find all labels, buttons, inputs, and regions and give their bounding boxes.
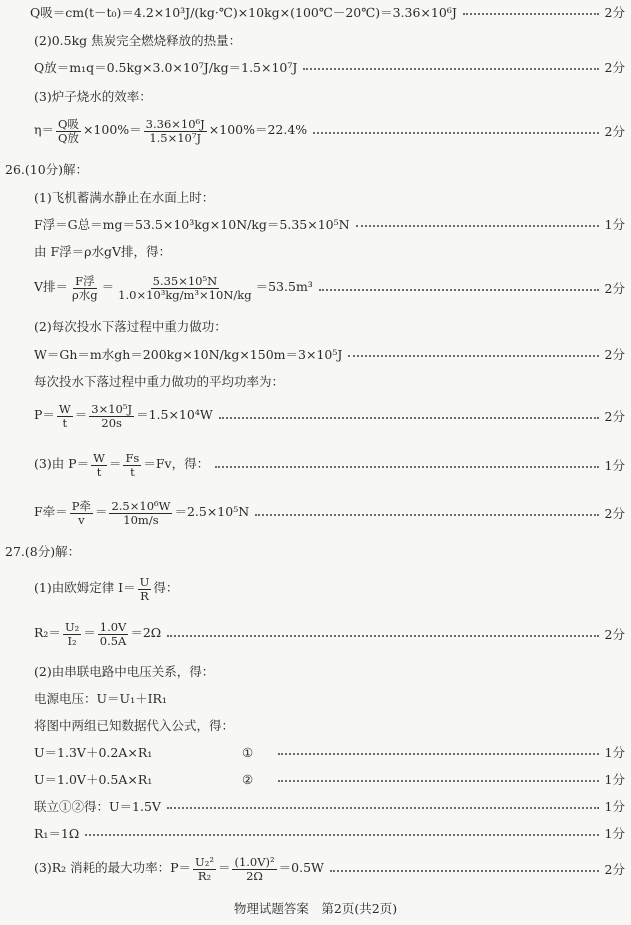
score-label: 2分 (604, 5, 625, 20)
fraction: $\frac{1.0V}{0.5A}$ (99, 620, 127, 648)
q27-equation-1: U＝1.3V＋0.2A×R₁ ① 1分 (0, 742, 631, 762)
fraction: $\frac{\text{U₂}}{\text{I₂}}$ (64, 620, 80, 648)
score-label: 1分 (604, 772, 625, 787)
q25-heat-released-line (0, 57, 631, 77)
q27-equation-2: U＝1.0V＋0.5A×R₁ ② 1分 (0, 769, 631, 789)
fraction: $\frac{U}{R}$ (139, 575, 150, 603)
q27-ohm-law: (1)由欧姆定律 I＝ $\frac{U}{R}$ 得： (34, 575, 179, 603)
q27-r2-formula: R₂＝ $\frac{\text{U₂}}{\text{I₂}}$ ＝ $\frac{1.0V}{0.5A}$ ＝2Ω (34, 620, 162, 648)
q26-archimedes-line: 由 F浮＝ρ水gV排，得： (34, 244, 172, 259)
fraction: $\frac{\text{2.5×10⁶W}}{10m/s}$ (111, 499, 171, 527)
fraction: $\frac{\text{(1.0V)²}}{2\Omega}$ (234, 855, 275, 883)
leader-dots (356, 225, 599, 227)
q25-part2-label: (2)0.5kg 焦炭完全燃烧释放的热量： (34, 33, 242, 48)
leader-dots (167, 635, 598, 637)
leader-dots (463, 13, 599, 15)
q26-buoyancy-formula: F浮＝G总＝mg＝53.5×10³kg×10N/kg＝5.35×10⁵N (34, 217, 350, 232)
leader-dots (255, 514, 598, 516)
q27-r2-line (0, 614, 631, 654)
q25-heat-absorbed-line (0, 2, 631, 22)
equation-mark: ② (242, 771, 254, 787)
q25-efficiency-line (0, 112, 631, 150)
q27-substitute-line: 将图中两组已知数据代入公式，得： (34, 718, 235, 733)
fraction: $\frac{W}{t}$ (93, 451, 105, 479)
q26-force-formula: F牵＝ $\frac{\text{P牵}}{v}$ ＝ $\frac{\text{2.5×10⁶W}}{10m/s}$ ＝2.5×10⁵N (34, 499, 250, 527)
fraction: $\frac{W}{t}$ (58, 402, 71, 430)
q26-volume-line (0, 268, 631, 308)
q26-header: 26.(10分)解： (5, 162, 89, 177)
score-label: 1分 (604, 217, 625, 232)
q26-part2-label: (2)每次投水下落过程中重力做功： (34, 319, 227, 334)
leader-dots (278, 780, 599, 782)
q26-power-formula: P＝ $\frac{W}{t}$ ＝ $\frac{\text{3×10⁵J}}{20s}$ ＝1.5×10⁴W (34, 402, 213, 430)
q26-work-line (0, 344, 631, 364)
score-label: 2分 (604, 60, 625, 75)
q26-buoyancy-line (0, 214, 631, 234)
leader-dots (330, 870, 599, 872)
q27-max-power-formula: (3)R₂ 消耗的最大功率：P＝ $\frac{\text{U₂²}}{\text{R₂}}$ ＝ $\frac{\text{(1.0V)²}}{2\Omega}$ ＝0.5W (34, 855, 324, 883)
score-label: 2分 (604, 281, 625, 296)
score-label: 1分 (604, 745, 625, 760)
q27-solve-line: 联立①②得：U＝1.5V 1分 (0, 796, 631, 816)
q25-part3-label: (3)炉子烧水的效率： (34, 89, 152, 104)
q26-work-formula: W＝Gh＝m水gh＝200kg×10N/kg×150m＝3×10⁵J (34, 347, 343, 362)
q26-volume-formula: V排＝ $\frac{\text{F浮}}{\text{ρ水g}}$ ＝ $\frac{\text{5.35×10⁵N}}{\text{1.0×10³kg/m³×10N/kg}}$ ＝53.5m³ (34, 274, 313, 302)
leader-dots (303, 68, 598, 70)
fraction: $\frac{\text{3×10⁵J}}{20s}$ (91, 402, 133, 430)
q27-r1-line: R₁＝1Ω 1分 (0, 823, 631, 843)
score-label: 2分 (604, 627, 625, 642)
q26-power-intro: 每次投水下落过程中重力做功的平均功率为： (34, 374, 285, 389)
q25-efficiency-formula: η＝ $\frac{\text{Q吸}}{\text{Q放}}$ ×100%＝ $\frac{\text{3.36×10⁶J}}{\text{1.5×10⁷J}}$ ×100%＝22.4% (34, 117, 308, 145)
score-label: 2分 (604, 862, 625, 877)
leader-dots (167, 807, 599, 809)
q26-part3-line (0, 445, 631, 485)
score-label: 2分 (604, 506, 625, 521)
q27-ohm-law-line (0, 569, 631, 609)
leader-dots (313, 132, 598, 134)
q26-part1-label: (1)飞机蓄满水静止在水面上时： (34, 190, 215, 205)
leader-dots (85, 834, 598, 836)
fraction: $\frac{\text{5.35×10⁵N}}{\text{1.0×10³kg/m³×10N/kg}}$ (118, 274, 252, 302)
score-label: 1分 (604, 826, 625, 841)
q26-power-relation: (3)由 P＝ $\frac{W}{t}$ ＝ $\frac{Fs}{t}$ ＝Fv，得： (34, 451, 210, 479)
q27-part2-label: (2)由串联电路中电压关系，得： (34, 664, 215, 679)
leader-dots (215, 466, 598, 468)
leader-dots (348, 355, 598, 357)
leader-dots (278, 753, 599, 755)
fraction: $\frac{Fs}{t}$ (125, 451, 140, 479)
q26-power-line (0, 396, 631, 436)
score-label: 1分 (604, 458, 625, 473)
q27-header: 27.(8分)解： (5, 544, 81, 559)
q25-heat-absorbed-formula: Q吸＝cm(t－t₀)＝4.2×10³J/(kg·℃)×10kg×(100℃－20℃)＝3.36×10⁶J (30, 5, 457, 20)
fraction: $\frac{\text{3.36×10⁶J}}{\text{1.5×10⁷J}}$ (145, 117, 205, 145)
q26-force-line (0, 493, 631, 533)
q25-heat-released-formula: Q放＝m₁q＝0.5kg×3.0×10⁷J/kg＝1.5×10⁷J (34, 60, 298, 75)
leader-dots (319, 289, 599, 291)
equation-mark: ① (242, 744, 254, 760)
score-label: 2分 (604, 409, 625, 424)
fraction: $\frac{\text{P牵}}{v}$ (71, 499, 91, 527)
fraction: $\frac{\text{U₂²}}{\text{R₂}}$ (195, 855, 214, 883)
q27-max-power-line (0, 848, 631, 890)
leader-dots (219, 417, 599, 419)
score-label: 2分 (604, 124, 625, 139)
fraction: $\frac{\text{Q吸}}{\text{Q放}}$ (58, 117, 79, 145)
page-footer: 物理试题答案 第2页(共2页) (233, 901, 398, 916)
score-label: 1分 (604, 799, 625, 814)
fraction: $\frac{\text{F浮}}{\text{ρ水g}}$ (72, 274, 98, 302)
score-label: 2分 (604, 347, 625, 362)
q27-source-voltage-line: 电源电压：U＝U₁＋IR₁ (34, 691, 167, 706)
